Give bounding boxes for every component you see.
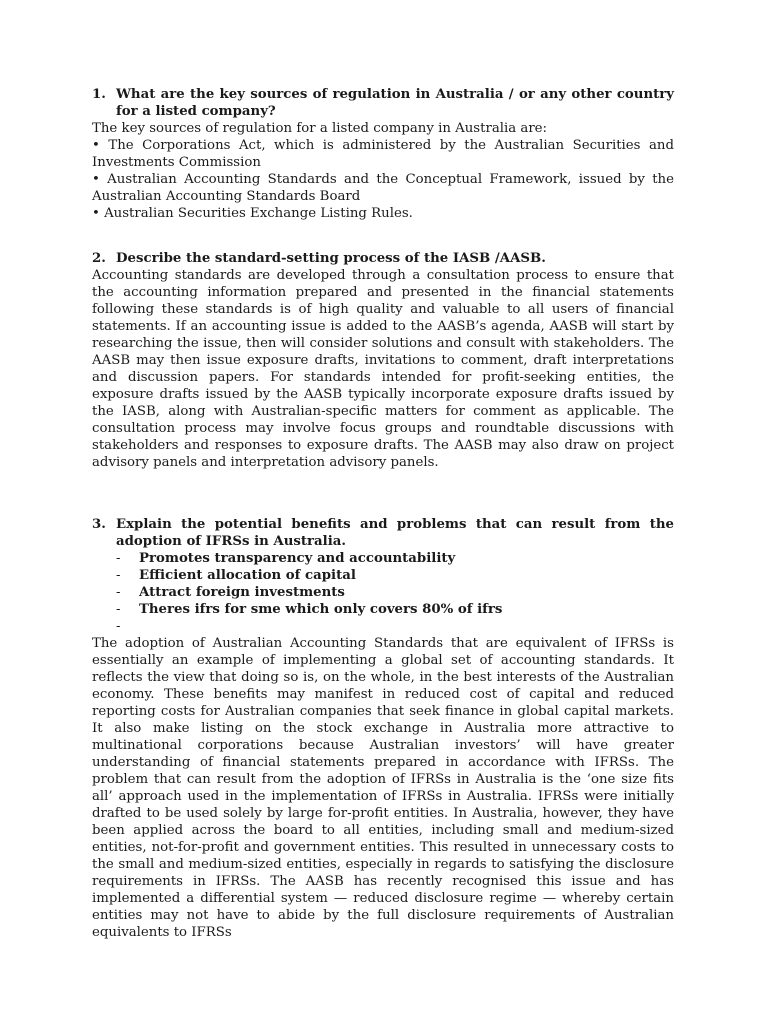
question-2	[92, 250, 674, 267]
dash-marker: -	[116, 568, 121, 583]
dash-marker: -	[116, 585, 121, 600]
dash-marker: -	[116, 619, 121, 634]
list-item-text: Efficient allocation of capital	[139, 568, 356, 583]
question-1-text: What are the key sources of regulation in Australia / or any other country for a listed company?	[116, 87, 674, 119]
list-item	[116, 618, 674, 635]
spacer	[92, 471, 674, 516]
question-1	[92, 86, 674, 120]
list-item	[116, 567, 674, 584]
list-item	[116, 601, 674, 618]
answer-1-bullet: • Australian Accounting Standards and the Conceptual Framework, issued by the Australian Accounting Standards Board	[92, 172, 674, 204]
list-item-text: Theres ifrs for sme which only covers 80% of ifrs	[139, 602, 503, 617]
answer-1-bullet: • Australian Securities Exchange Listing Rules.	[92, 206, 413, 221]
list-item-text: Promotes transparency and accountability	[139, 551, 456, 566]
answer-1-intro: The key sources of regulation for a listed company in Australia are:	[92, 121, 548, 136]
answer-2-paragraph: Accounting standards are developed through a consultation process to ensure that the accounting information prepared and presented in the financial statements following these standards is of high quality and valuable to all users of financial statements. If an accounting issue is added to the AASB’s agenda, AASB will start by researching the issue, then will consider solutions and consult with stakeholders. The AASB may then issue exposure drafts, invitations to comment, draft interpretations and discussion papers. For standards intended for profit-seeking entities, the exposure drafts issued by the AASB typically incorporate exposure drafts issued by the IASB, along with Australian-specific matters for comment as applicable. The consultation process may involve focus groups and roundtable discussions with stakeholders and responses to exposure drafts. The AASB may also draw on project advisory panels and interpretation advisory panels.	[92, 268, 674, 470]
benefits-list	[92, 550, 674, 635]
dash-marker: -	[116, 551, 121, 566]
list-item	[116, 584, 674, 601]
question-2-number: 2.	[92, 251, 106, 266]
question-3-number: 3.	[92, 517, 106, 532]
dash-marker: -	[116, 602, 121, 617]
document-page	[92, 86, 674, 941]
question-3-text: Explain the potential benefits and problems that can result from the adoption of IFRSs in Australia.	[116, 517, 674, 549]
spacer	[92, 222, 674, 250]
question-1-number: 1.	[92, 87, 106, 102]
question-3	[92, 516, 674, 550]
answer-1-bullet: • The Corporations Act, which is administered by the Australian Securities and Investments Commission	[92, 138, 674, 170]
question-2-text: Describe the standard-setting process of the IASB /AASB.	[116, 251, 546, 266]
list-item	[116, 550, 674, 567]
answer-3-paragraph: The adoption of Australian Accounting Standards that are equivalent of IFRSs is essentially an example of implementing a global set of accounting standards. It reflects the view that doing so is, on the whole, in the best interests of the Australian economy. These benefits may manifest in reduced cost of capital and reduced reporting costs for Australian companies that seek finance in global capital markets. It also make listing on the stock exchange in Australia more attractive to multinational corporations because Australian investors’ will have greater understanding of financial statements prepared in accordance with IFRSs. The problem that can result from the adoption of IFRSs in Australia is the ‘one size fits all’ approach used in the implementation of IFRSs in Australia. IFRSs were initially drafted to be used solely by large for-profit entities. In Australia, however, they have been applied across the board to all entities, including small and medium-sized entities, not-for-profit and government entities. This resulted in unnecessary costs to the small and medium-sized entities, especially in regards to satisfying the disclosure requirements in IFRSs. The AASB has recently recognised this issue and has implemented a differential system — reduced disclosure regime — whereby certain entities may not have to abide by the full disclosure requirements of Australian equivalents to IFRSs	[92, 636, 674, 940]
list-item-text: Attract foreign investments	[139, 585, 345, 600]
